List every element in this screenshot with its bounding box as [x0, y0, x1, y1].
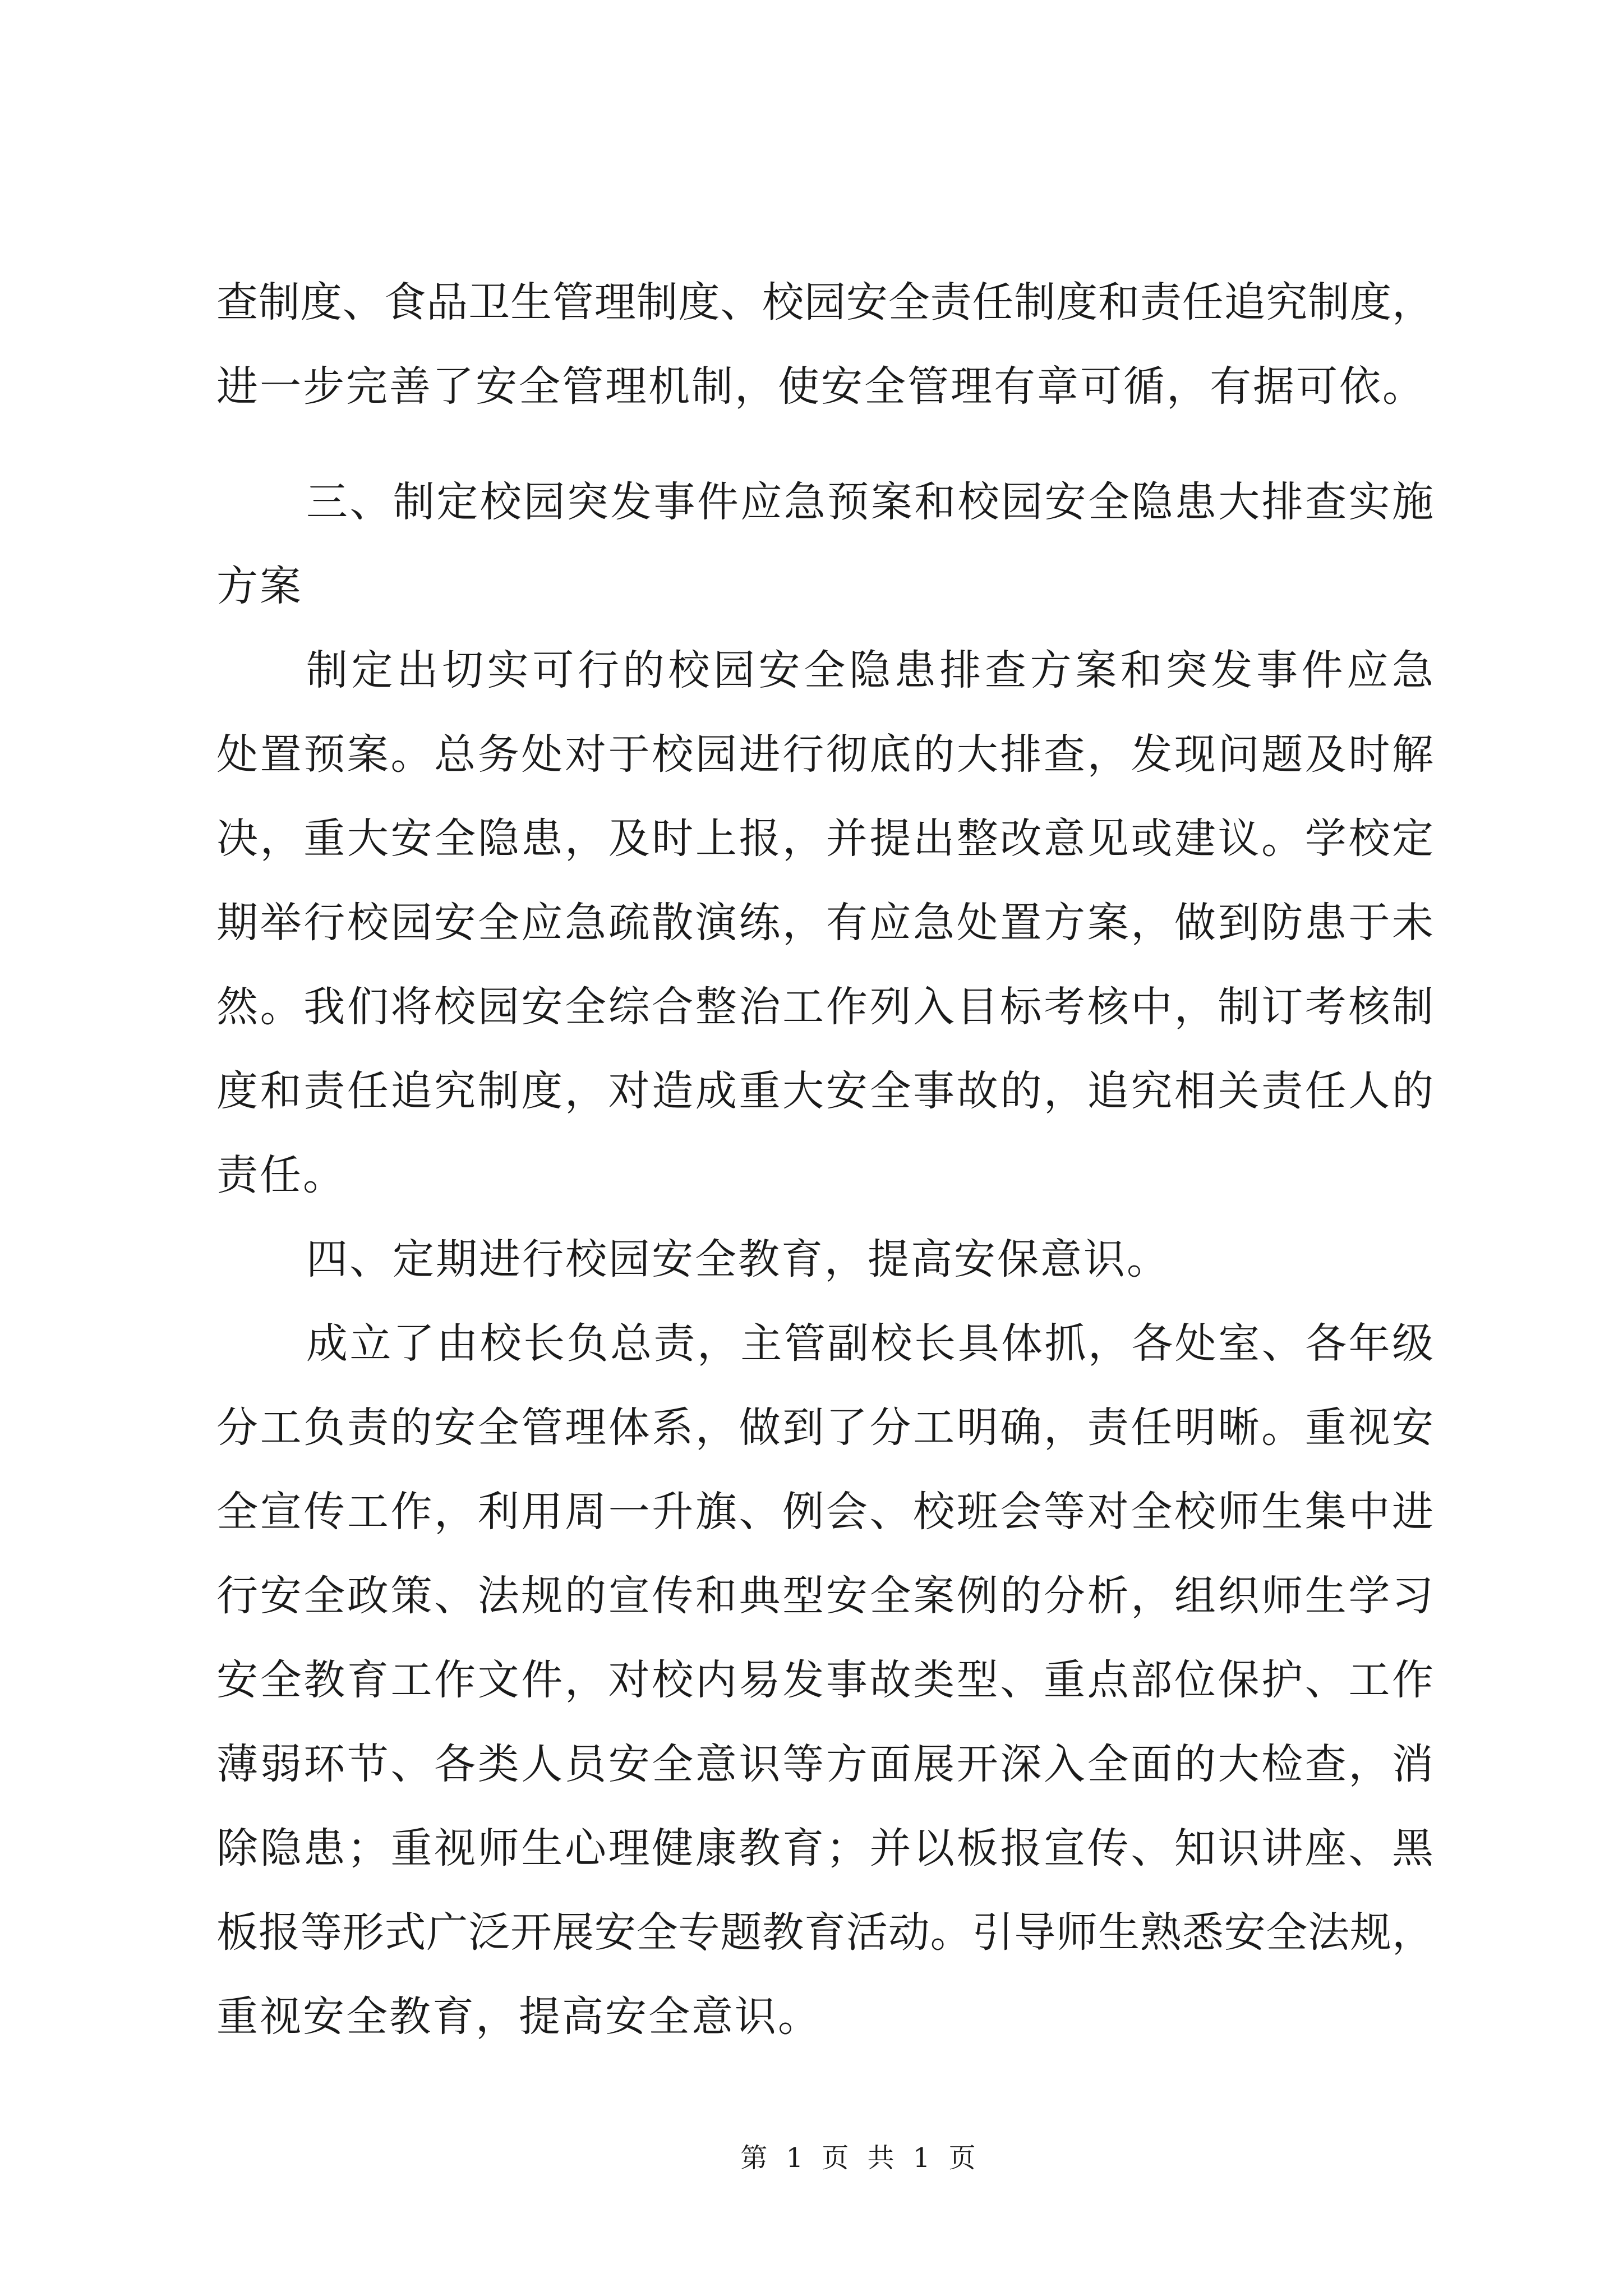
- paragraph-line: 度和责任追究制度，对造成重大安全事故的，追究相关责任人的: [216, 1067, 1433, 1115]
- paragraph-line: 然。我们将校园安全综合整治工作列入目标考核中，制订考核制: [216, 983, 1433, 1031]
- paragraph-line: 板报等形式广泛开展安全专题教育活动。引导师生熟悉安全法规，: [216, 1908, 1433, 1957]
- paragraph-line: 安全教育工作文件，对校内易发事故类型、重点部位保护、工作: [216, 1656, 1433, 1704]
- paragraph-line: 制定出切实可行的校园安全隐患排查方案和突发事件应急: [306, 646, 1433, 694]
- body-paragraph: [216, 628, 1433, 1217]
- heading-line: 三、制定校园突发事件应急预案和校园安全隐患大排查实施: [306, 478, 1433, 526]
- section-heading-4: [216, 1217, 1433, 1301]
- paragraph-line: 全宣传工作，利用周一升旗、例会、校班会等对全校师生集中进: [216, 1488, 1433, 1536]
- body-paragraph: [216, 1301, 1433, 2059]
- paragraph-line: 薄弱环节、各类人员安全意识等方面展开深入全面的大检查，消: [216, 1740, 1433, 1788]
- paragraph-line: 行安全政策、法规的宣传和典型安全案例的分析，组织师生学习: [216, 1572, 1433, 1620]
- body-paragraph: [216, 260, 1433, 429]
- paragraph-line: 分工负责的安全管理体系，做到了分工明确，责任明晰。重视安: [216, 1404, 1433, 1452]
- paragraph-line: 责任。: [216, 1151, 346, 1199]
- paragraph-line: 决，重大安全隐患，及时上报，并提出整改意见或建议。学校定: [216, 815, 1433, 863]
- document-body: [216, 260, 1433, 2059]
- paragraph-line: 成立了由校长负总责，主管副校长具体抓，各处室、各年级: [306, 1319, 1433, 1368]
- paragraph-line: 除隐患；重视师生心理健康教育；并以板报宣传、知识讲座、黑: [216, 1824, 1433, 1872]
- paragraph-line: 查制度、食品卫生管理制度、校园安全责任制度和责任追究制度，: [216, 278, 1433, 326]
- paragraph-line: 重视安全教育，提高安全意识。: [216, 1993, 821, 2041]
- heading-line: 方案: [216, 562, 303, 610]
- page-number-footer: 第 1 页 共 1 页: [740, 2142, 978, 2174]
- paragraph-line: 期举行校园安全应急疏散演练，有应急处置方案，做到防患于未: [216, 899, 1433, 947]
- paragraph-line: 进一步完善了安全管理机制，使安全管理有章可循，有据可依。: [216, 362, 1426, 411]
- section-heading-3: [216, 460, 1433, 628]
- paragraph-line: 处置预案。总务处对于校园进行彻底的大排查，发现问题及时解: [216, 730, 1433, 779]
- heading-line: 四、定期进行校园安全教育，提高安保意识。: [306, 1235, 1170, 1283]
